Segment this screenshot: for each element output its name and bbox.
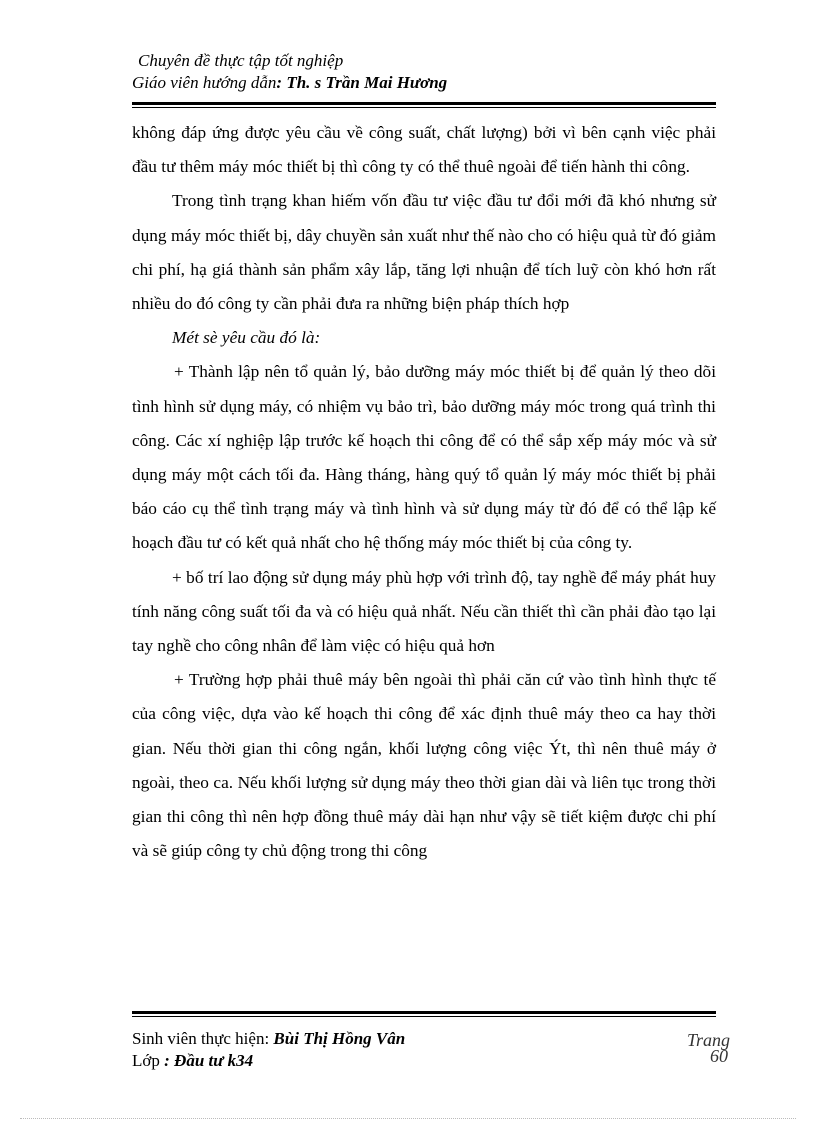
advisor-line: [132, 72, 732, 94]
footer-divider: [132, 1011, 716, 1017]
page-number: 60: [710, 1046, 728, 1066]
class-prefix: Lớp: [132, 1051, 165, 1070]
student-prefix: Sinh viên thực hiện:: [132, 1029, 274, 1048]
class-name: : Đầu tư k34: [164, 1051, 254, 1070]
page-body: [132, 116, 716, 868]
paragraph-continuation: không đáp ứng được yêu cầu về công suất, chất lượng) bởi vì bên cạnh việc phải đầu tư thêm máy móc thiết bị thì công ty có thể thuê ngoài để tiến hành thi công.: [132, 123, 716, 177]
document-topic: Chuyên đề thực tập tốt nghiệp: [138, 51, 344, 70]
header-divider: [132, 102, 716, 108]
page-footer: [132, 1028, 732, 1072]
advisor-prefix: Giáo viên hướng dẫn: [132, 73, 277, 92]
paragraph-management-team: + Thành lập nên tổ quản lý, bảo dưỡng máy móc thiết bị để quản lý theo dõi tình hình sử dụng máy, có nhiệm vụ bảo trì, bảo dưỡng máy móc trong quá trình thi công. Các xí nghiệp lập trước kế hoạch thi công để có thể sắp xếp máy móc và sử dụng máy một cách tối đa. Hàng tháng, hàng quý tổ quản lý máy móc thiết bị phải báo cáo cụ thể tình trạng máy và tình hình và sử dụng máy từ đó để có thể lập kế hoạch đầu tư có kết quả nhất cho hệ thống máy móc thiết bị của công ty.: [132, 362, 716, 553]
paragraph-requirements-intro: Mét sè yêu cầu đó là:: [172, 328, 321, 348]
student-line: [132, 1028, 732, 1050]
class-line: [132, 1050, 732, 1072]
page-header: [132, 50, 732, 94]
paragraph-capital-shortage: Trong tình trạng khan hiếm vốn đầu tư việc đầu tư đổi mới đã khó nhưng sử dụng máy móc thiết bị, dây chuyền sản xuất như thế nào cho có hiệu quả từ đó giảm chi phí, hạ giá thành sản phẩm xây lắp, tăng lợi nhuận để tích luỹ còn khó hơn rất nhiều do đó công ty cần phải đưa ra những biện pháp thích hợp: [132, 191, 716, 314]
paragraph-labor-allocation: + bố trí lao động sử dụng máy phù hợp với trình độ, tay nghề để máy phát huy tính năng công suất tối đa và có hiệu quả nhất. Nếu cần thiết thì cần phải đào tạo lại tay nghề cho công nhân để làm việc có hiệu quả hơn: [132, 567, 716, 656]
page-label: Trang: [686, 1030, 730, 1050]
student-name: Bùi Thị Hồng Vân: [273, 1029, 406, 1048]
advisor-name: : Th. s Trần Mai Hương: [276, 73, 448, 92]
page-bottom-edge: [20, 1118, 796, 1119]
paragraph-equipment-rental: + Trường hợp phải thuê máy bên ngoài thì phải căn cứ vào tình hình thực tế của công việc, dựa vào kế hoạch thi công để xác định thuê máy theo ca hay thời gian. Nếu thời gian thi công ngắn, khối lượng công việc Ýt, thì nên thuê máy ở ngoài, theo ca. Nếu khối lượng sử dụng máy theo thời gian dài và liên tục trong thời gian thi công thì nên hợp đồng thuê máy dài hạn như vậy sẽ tiết kiệm được chi phí và sẽ giúp công ty chủ động trong thi công: [132, 670, 716, 861]
